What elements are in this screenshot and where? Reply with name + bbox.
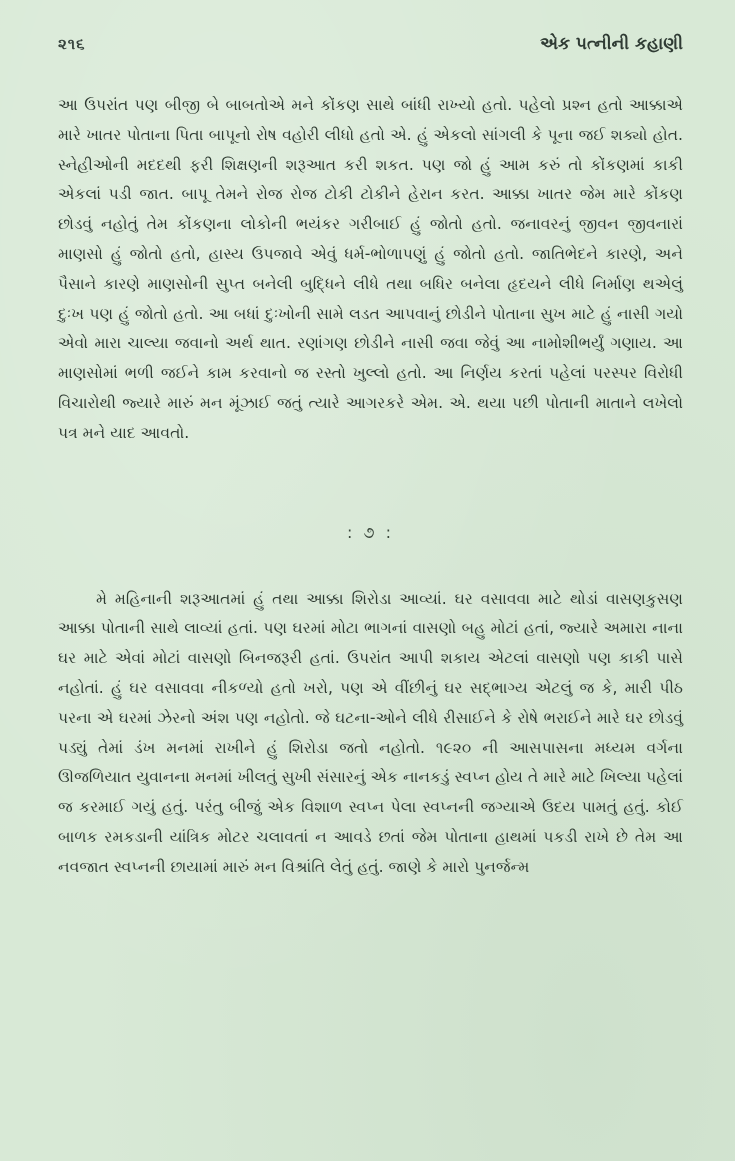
- section-marker: : ૭ :: [346, 522, 395, 542]
- running-title: એક પત્નીની કહાણી: [540, 34, 683, 54]
- body-paragraph-1: આ ઉપરાંત પણ બીજી બે બાબતોએ મને કોંકણ સાથે બાંધી રાખ્યો હતો. પહેલો પ્રશ્ન હતો આક્કાએ મારે ખાતર પોતાના પિતા બાપૂનો રોષ વહોરી લીધો હતો એ. હું એકલો સાંગલી કે પૂના જઈ શક્યો હોત. સ્નેહીઓની મદદથી ફરી શિક્ષણની શરૂઆત કરી શકત. પણ જો હું આમ કરું તો કોંકણમાં કાકી એકલાં પડી જાત. બાપૂ તેમને રોજ રોજ ટોકી ટોકીને હેરાન કરત. આક્કા ખાતર જેમ મારે કોંકણ છોડવું નહોતું તેમ કોંકણના લોકોની ભયંકર ગરીબાઈ હું જોતો હતો. જનાવરનું જીવન જીવનારાં માણસો હું જોતો હતો, હાસ્ય ઉપજાવે એવું ધર્મ-ભોળાપણું હું જોતો હતો. જાતિભેદને કારણે, અને પૈસાને કારણે માણસોની સુપ્ત બનેલી બુદ્ધિને લીધે તથા બધિર બનેલા હૃદયને લીધે નિર્માણ થએલું દુઃખ પણ હું જોતો હતો. આ બધાં દુઃખોની સામે લડત આપવાનું છોડીને પોતાના સુખ માટે હું નાસી ગયો એવો મારા ચાલ્યા જવાનો અર્થ થાત. રણાંગણ છોડીને નાસી જવા જેવું આ નામોશીભર્યું ગણાય. આ માણસોમાં ભળી જઈને કામ કરવાનો જ રસ્તો ખુલ્લો હતો. આ નિર્ણય કરતાં પહેલાં પરસ્પર વિરોધી વિચારોથી જ્યારે મારું મન મૂંઝાઈ જતું ત્યારે આગરકરે એમ. એ. થયા પછી પોતાની માતાને લખેલો પત્ર મને યાદ આવતો.: [58, 96, 683, 442]
- page-header: [58, 34, 683, 74]
- body-paragraph-2: મે મહિનાની શરૂઆતમાં હું તથા આક્કા શિરોડા આવ્યાં. ઘર વસાવવા માટે થોડાં વાસણકુસણ આક્કા પોતાની સાથે લાવ્યાં હતાં. પણ ઘરમાં મોટા ભાગનાં વાસણો બહુ મોટાં હતાં, જ્યારે અમારા નાના ઘર માટે એવાં મોટાં વાસણો બિનજરૂરી હતાં. ઉપરાંત આપી શકાય એટલાં વાસણો પણ કાકી પાસે નહોતાં. હું ઘર વસાવવા નીકળ્યો હતો ખરો, પણ એ વીંછીનું ઘર સદ્ભાગ્ય એટલું જ કે, મારી પીઠ પરના એ ઘરમાં ઝેરનો અંશ પણ નહોતો. જે ઘટના-ઓને લીધે રીસાઈને કે રોષે ભરાઈને મારે ઘર છોડવું પડ્યું તેમાં ડંખ મનમાં રાખીને હું શિરોડા જતો નહોતો. ૧૯૨૦ ની આસપાસના મધ્યમ વર્ગના ઊજળિયાત યુવાનના મનમાં ખીલતું સુખી સંસારનું એક નાનકડું સ્વપ્ન હોય તે મારે માટે ખિલ્યા પહેલાં જ કરમાઈ ગયું હતું. પરંતુ બીજું એક વિશાળ સ્વપ્ન પેલા સ્વપ્નની જગ્યાએ ઉદય પામતું હતું. કોઈ બાળક રમકડાની યાંત્રિક મોટર ચલાવતાં ન આવડે છતાં જેમ પોતાના હાથમાં પકડી રાખે છે તેમ આ નવજાત સ્વપ્નની છાયામાં મારું મન વિશ્રાંતિ લેતું હતું. જાણે કે મારો પુનર્જન્મ: [58, 589, 683, 876]
- page-number: ૨૧૬: [58, 35, 86, 53]
